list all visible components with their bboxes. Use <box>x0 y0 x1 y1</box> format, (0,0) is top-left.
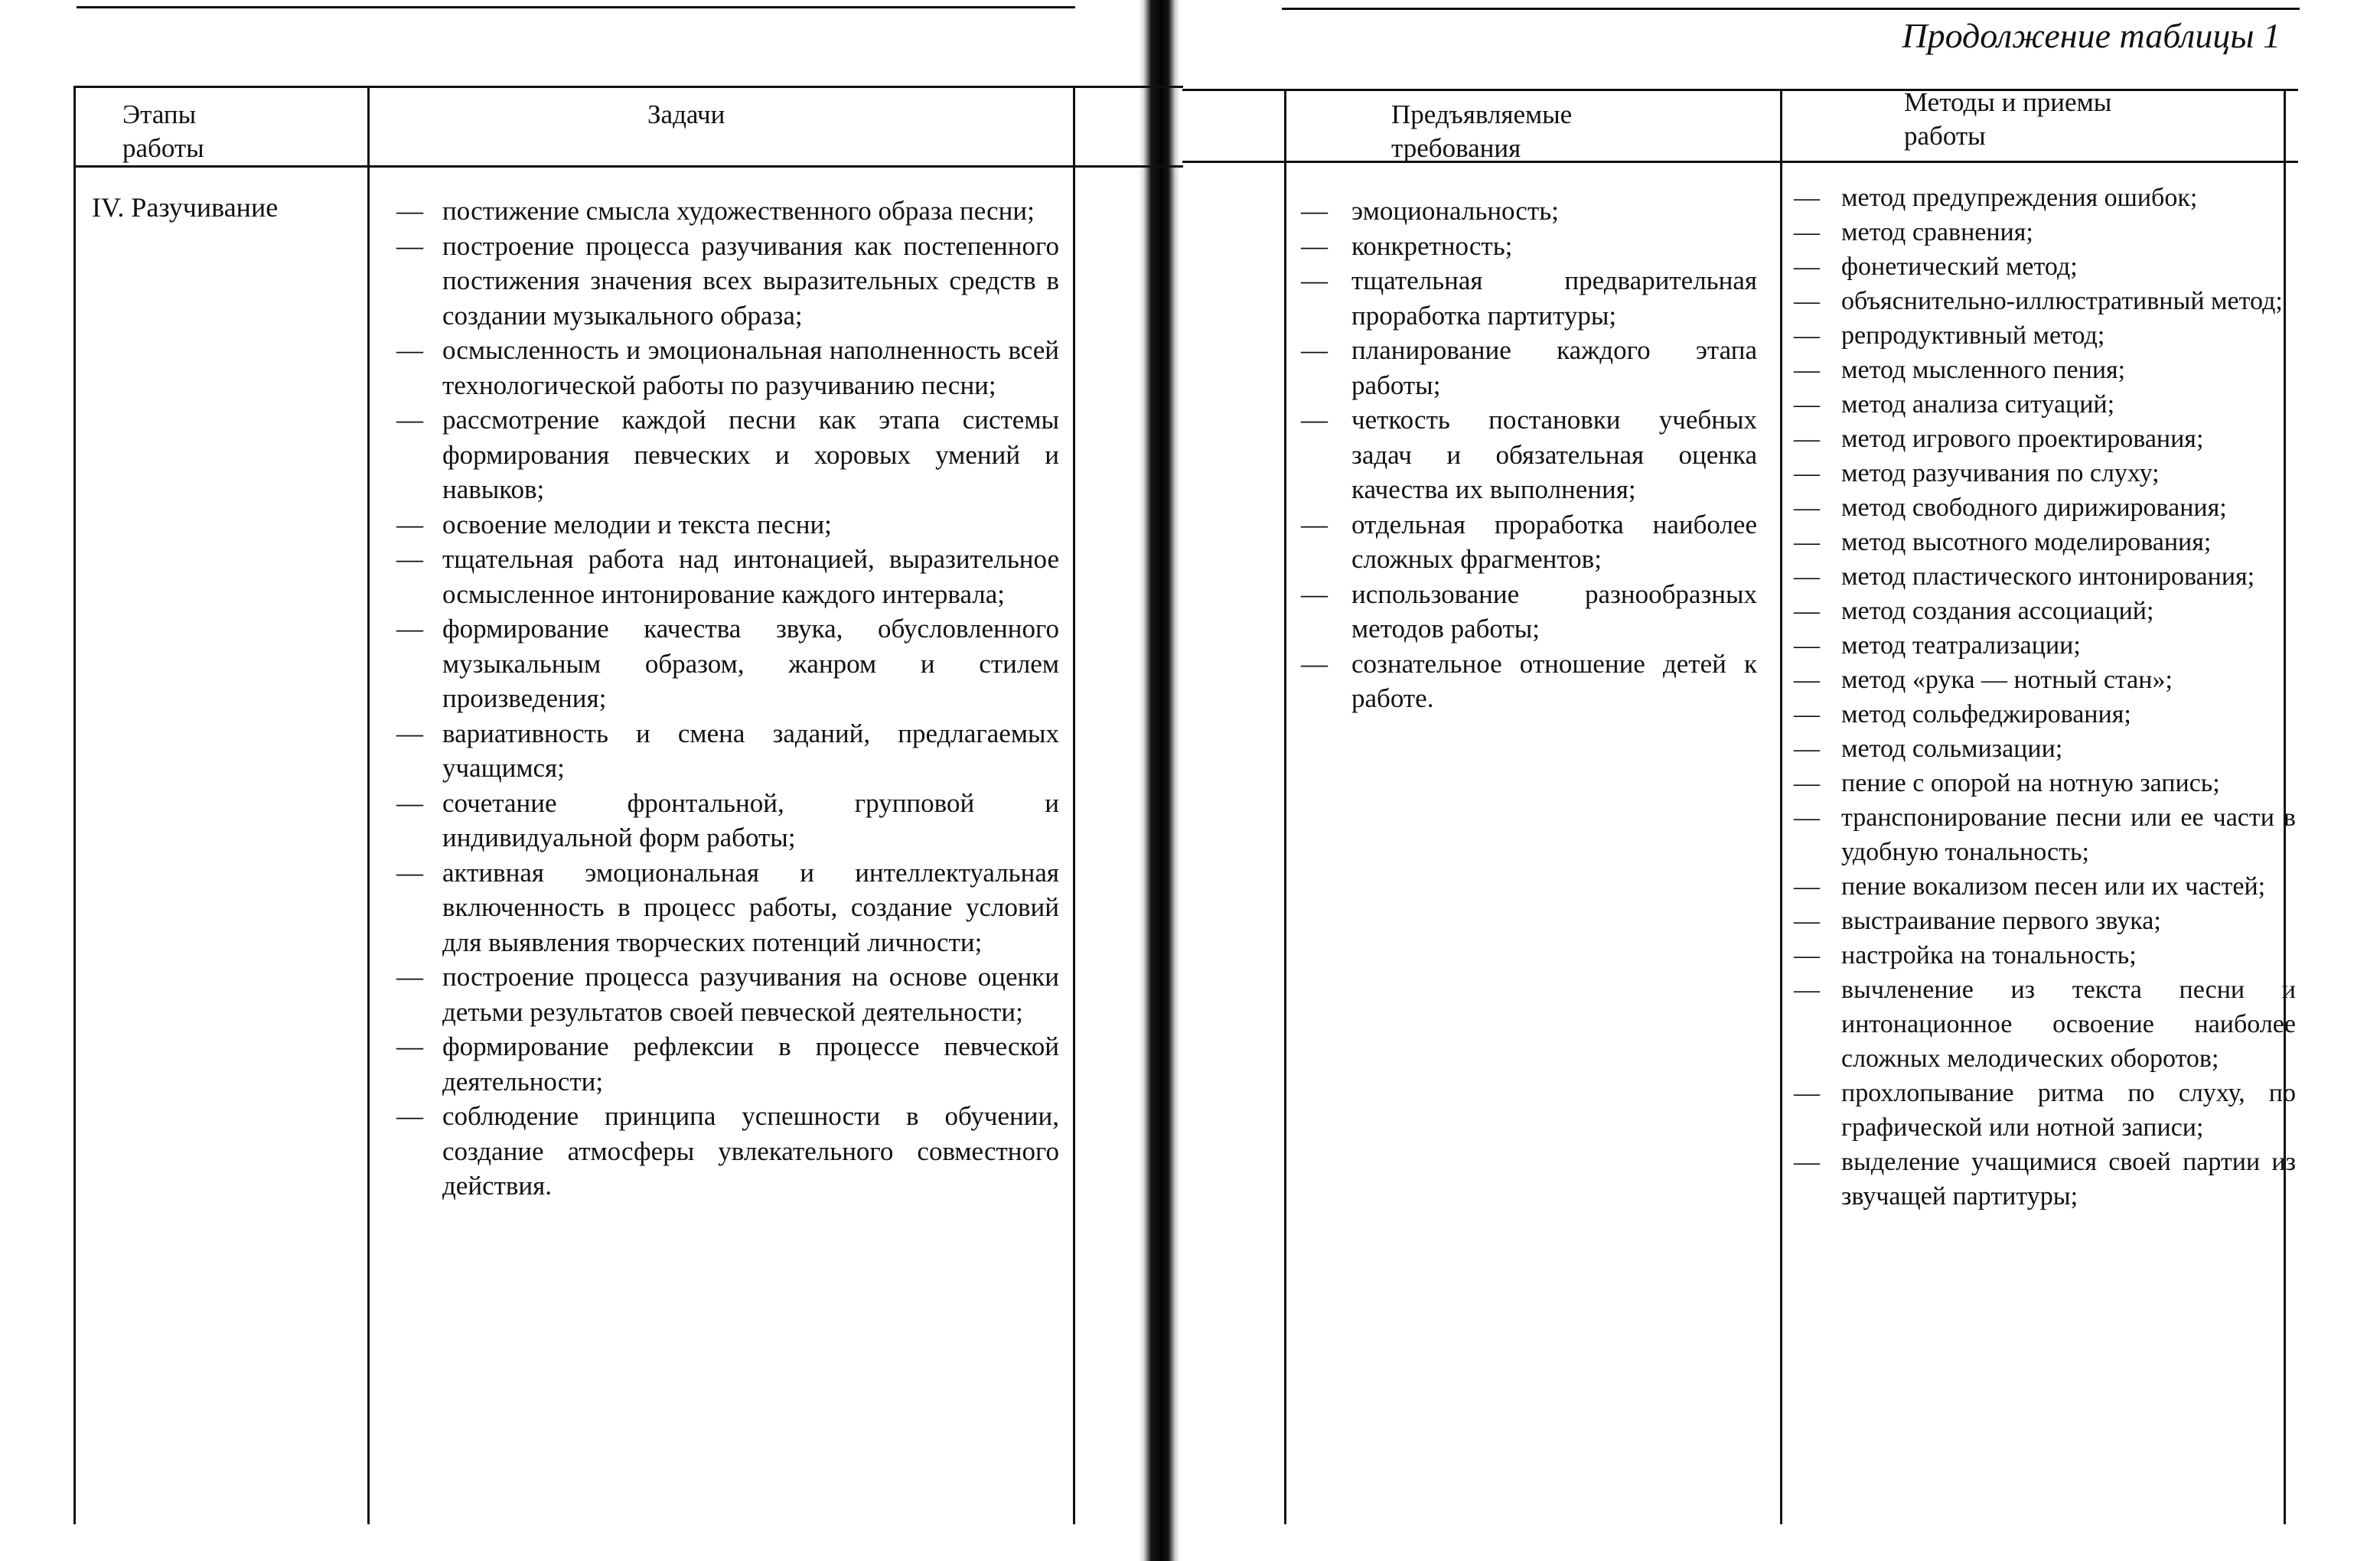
left-table-border <box>73 86 76 1524</box>
method-item: — метод театрализации; <box>1794 628 2296 663</box>
task-item: — построение процесса разучивания на основе оценки детьми результатов своей певческой деятельности; <box>396 960 1059 1029</box>
method-item: — фонетический метод; <box>1794 249 2296 284</box>
stage-tasks-divider <box>367 86 370 1524</box>
requirements-column-edge <box>1284 89 1286 1524</box>
method-item: — метод «рука — нотный стан»; <box>1794 663 2296 697</box>
tasks-column-edge <box>1073 86 1075 1524</box>
method-item: — метод мысленного пения; <box>1794 353 2296 387</box>
method-item: — метод предупреждения ошибок; <box>1794 181 2296 215</box>
method-item: — метод сольмизации; <box>1794 732 2296 766</box>
method-item: — настройка на тональность; <box>1794 938 2296 973</box>
method-item: — метод игрового проектирования; <box>1794 422 2296 456</box>
requirement-item: — четкость постановки учебных задач и обязательная оценка качества их выполнения; <box>1301 402 1757 507</box>
requirement-item: — эмоциональность; <box>1301 194 1757 229</box>
requirements-methods-divider <box>1780 89 1782 1524</box>
method-item: — метод пластического интонирования; <box>1794 559 2296 594</box>
method-item: — пение вокализом песен или их частей; <box>1794 869 2296 904</box>
requirement-item: — использование разнообразных методов работы; <box>1301 577 1757 647</box>
method-item: — вычленение из текста песни и интонационное освоение наиболее сложных мелодических оборотов; <box>1794 973 2296 1076</box>
left-header-bottom-rule <box>73 165 1183 168</box>
continuation-title: Продолжение таблицы 1 <box>1902 16 2281 55</box>
requirement-item: — планирование каждого этапа работы; <box>1301 333 1757 402</box>
method-item: — транспонирование песни или ее части в удобную тональность; <box>1794 800 2296 869</box>
task-item: — освоение мелодии и текста песни; <box>396 507 1059 543</box>
method-item: — выделение учащимися своей партии из звучащей партитуры; <box>1794 1145 2296 1214</box>
requirement-item: — отдельная проработка наиболее сложных фрагментов; <box>1301 507 1757 577</box>
method-item: — выстраивание первого звука; <box>1794 904 2296 938</box>
task-item: — построение процесса разучивания как постепенного постижения значения всех выразительных средств в создании музыкального образа; <box>396 229 1059 334</box>
right-header-bottom-rule <box>1182 161 2298 163</box>
left-page-top-rule <box>77 6 1075 8</box>
task-item: — соблюдение принципа успешности в обучении, создание атмосферы увлекательного совместного действия. <box>396 1099 1059 1204</box>
method-item: — пение с опорой на нотную запись; <box>1794 766 2296 800</box>
right-page-top-rule <box>1282 8 2300 10</box>
book-spine <box>1139 0 1180 1561</box>
method-item: — метод сравнения; <box>1794 215 2296 249</box>
method-item: — метод анализа ситуаций; <box>1794 387 2296 422</box>
requirement-item: — тщательная предварительная проработка партитуры; <box>1301 263 1757 333</box>
method-item: — объяснительно-иллюстративный метод; <box>1794 284 2296 318</box>
header-requirements: Предъявляемые требования <box>1391 99 1573 163</box>
header-stages: Этапы работы <box>122 99 204 163</box>
task-item: — постижение смысла художественного образа песни; <box>396 194 1059 229</box>
task-item: — рассмотрение каждой песни как этапа системы формирования певческих и хоровых умений и навыков; <box>396 402 1059 507</box>
methods-list <box>1794 181 2296 1214</box>
method-item: — метод разучивания по слуху; <box>1794 456 2296 490</box>
stage-label: IV. Разучивание <box>92 192 279 223</box>
left-table-top-rule <box>73 86 1183 88</box>
task-item: — активная эмоциональная и интеллектуальная включенность в процесс работы, создание условий для выявления творческих потенций личности; <box>396 855 1059 960</box>
requirement-item: — конкретность; <box>1301 229 1757 264</box>
method-item: — метод свободного дирижирования; <box>1794 490 2296 525</box>
task-item: — осмысленность и эмоциональная наполненность всей технологической работы по разучиванию песни; <box>396 333 1059 402</box>
task-item: — сочетание фронтальной, групповой и индивидуальной форм работы; <box>396 786 1059 855</box>
method-item: — метод сольфеджирования; <box>1794 697 2296 732</box>
task-item: — формирование рефлексии в процессе певческой деятельности; <box>396 1029 1059 1099</box>
header-methods: Методы и приемы работы <box>1904 87 2112 151</box>
requirements-list <box>1301 194 1757 716</box>
method-item: — прохлопывание ритма по слуху, по графической или нотной записи; <box>1794 1076 2296 1145</box>
tasks-list <box>396 194 1059 1204</box>
task-item: — формирование качества звука, обусловленного музыкальным образом, жанром и стилем произведения; <box>396 611 1059 716</box>
method-item: — метод создания ассоциаций; <box>1794 594 2296 628</box>
header-tasks: Задачи <box>647 99 725 129</box>
task-item: — тщательная работа над интонацией, выразительное осмысленное интонирование каждого интервала; <box>396 542 1059 611</box>
task-item: — вариативность и смена заданий, предлагаемых учащимся; <box>396 716 1059 786</box>
requirement-item: — сознательное отношение детей к работе. <box>1301 647 1757 716</box>
method-item: — метод высотного моделирования; <box>1794 525 2296 559</box>
method-item: — репродуктивный метод; <box>1794 318 2296 353</box>
